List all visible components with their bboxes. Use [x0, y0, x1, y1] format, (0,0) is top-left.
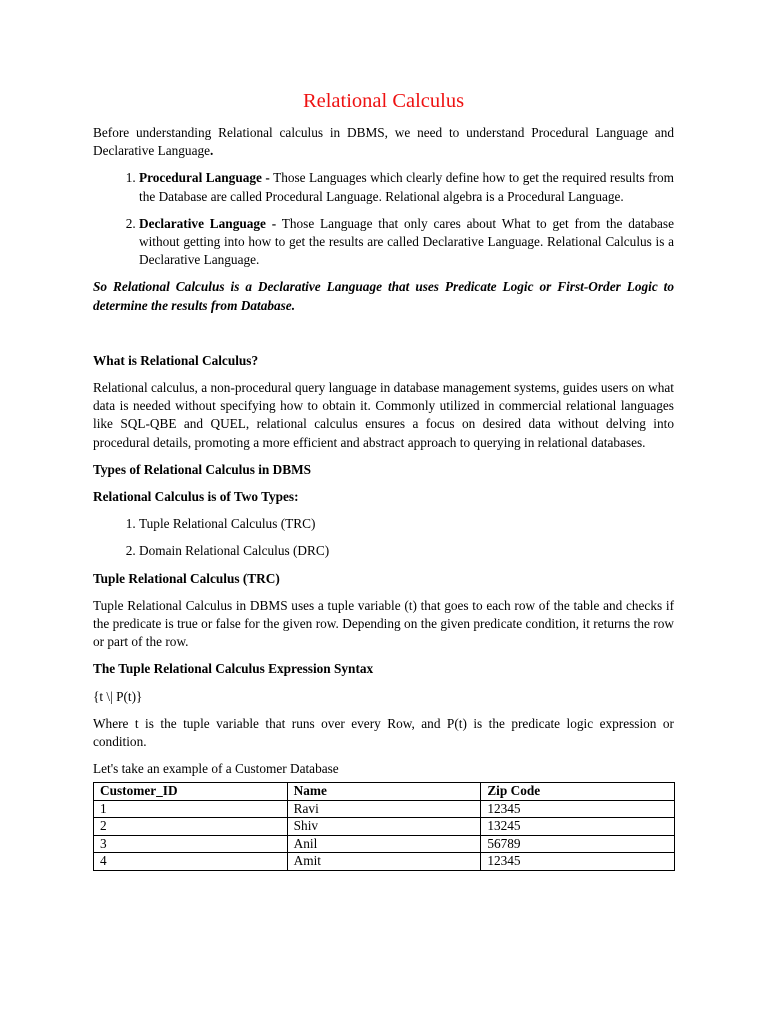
- table-header-row: [94, 783, 675, 801]
- intro-text: Before understanding Relational calculus in DBMS, we need to understand Procedural Language and Declarative Language: [93, 125, 674, 159]
- header-zip-code: Zip Code: [481, 783, 675, 801]
- declarative-term: Declarative Language -: [139, 215, 277, 231]
- page-title: Relational Calculus: [302, 90, 465, 112]
- procedural-desc: Those Languages which clearly define how to get the required results from the Database are called Procedural Language. Relational algebra is a Procedural Language.: [139, 170, 674, 204]
- cell-customer-id: 4: [94, 853, 288, 871]
- syntax-heading: The Tuple Relational Calculus Expression Syntax: [93, 661, 374, 677]
- summary-paragraph: So Relational Calculus is a Declarative Language that uses Predicate Logic or First-Order Logic to determine the results from Database.: [93, 279, 674, 313]
- what-heading: What is Relational Calculus?: [93, 352, 259, 368]
- table-row: [94, 853, 675, 871]
- list-item-drc: 2. Domain Relational Calculus (DRC): [139, 542, 674, 560]
- example-intro: Let's take an example of a Customer Database: [93, 761, 339, 777]
- trc-heading: Tuple Relational Calculus (TRC): [93, 570, 280, 586]
- cell-zip-code: 12345: [481, 853, 675, 871]
- declarative-desc: Those Language that only cares about What to get from the database without getting into how to get the results are called Declarative Language. Relational Calculus is a Declarative Language.: [139, 215, 674, 268]
- cell-name: Ravi: [287, 800, 481, 818]
- procedural-term: Procedural Language -: [139, 170, 270, 186]
- table-row: [94, 800, 675, 818]
- cell-zip-code: 13245: [481, 818, 675, 836]
- cell-customer-id: 1: [94, 800, 288, 818]
- table-row: [94, 835, 675, 853]
- table-row: [94, 818, 675, 836]
- intro-paragraph: [93, 124, 674, 160]
- cell-customer-id: 3: [94, 835, 288, 853]
- types-list: [93, 515, 674, 560]
- two-types-heading: Relational Calculus is of Two Types:: [93, 489, 299, 505]
- cell-zip-code: 56789: [481, 835, 675, 853]
- types-heading: Types of Relational Calculus in DBMS: [93, 461, 312, 477]
- list-item-procedural: [139, 169, 674, 205]
- cell-customer-id: 2: [94, 818, 288, 836]
- what-paragraph: Relational calculus, a non-procedural query language in database management systems, guides users on what data is needed without specifying how to obtain it. Commonly utilized in commercial relational languages like SQL-QBE and QUEL, relational calculus ensures a focus on desired data without delving into procedural details, promoting a more efficient and abstract approach to querying in relational databases.: [93, 380, 674, 450]
- list-item-declarative: [139, 215, 674, 270]
- section-spacer: [93, 324, 674, 352]
- cell-name: Shiv: [287, 818, 481, 836]
- trc-paragraph: Tuple Relational Calculus in DBMS uses a tuple variable (t) that goes to each row of the table and checks if the predicate is true or false for the given row. Depending on the given predicate condition, it returns the row or part of the row.: [93, 597, 674, 650]
- cell-name: Amit: [287, 853, 481, 871]
- language-list: [93, 169, 674, 269]
- customer-table: [93, 782, 675, 871]
- intro-end: .: [210, 143, 214, 159]
- cell-zip-code: 12345: [481, 800, 675, 818]
- header-customer-id: Customer_ID: [94, 783, 288, 801]
- header-name: Name: [287, 783, 481, 801]
- cell-name: Anil: [287, 835, 481, 853]
- syntax-expression: {t \| P(t)}: [93, 688, 143, 704]
- list-item-trc: 1. Tuple Relational Calculus (TRC): [139, 515, 674, 533]
- syntax-description: Where t is the tuple variable that runs over every Row, and P(t) is the predicate logic expression or condition.: [93, 715, 674, 750]
